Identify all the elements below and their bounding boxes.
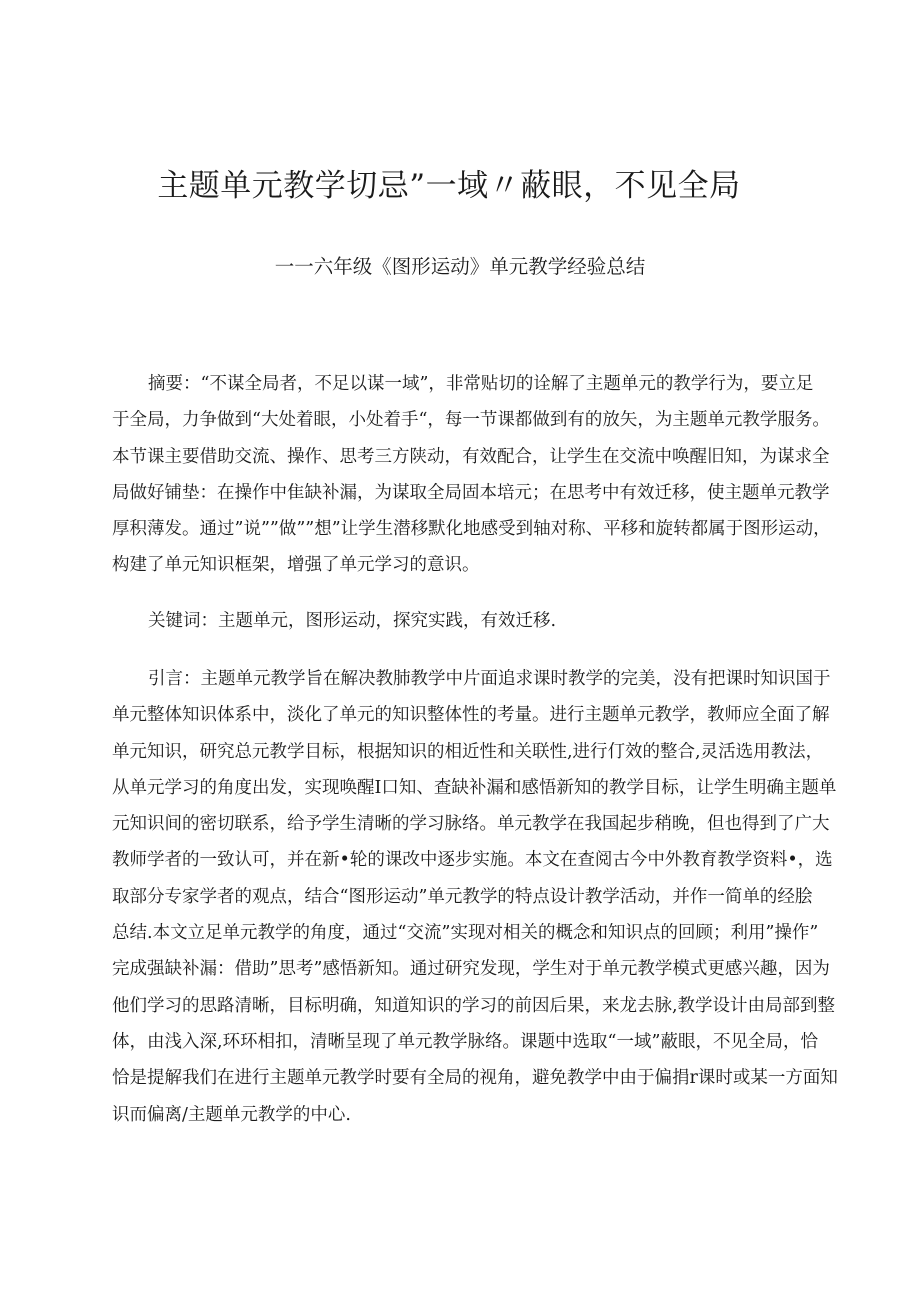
text-line: 完成强缺补漏：借助”思考”感悟新知。通过研究发现，学生对于单元教学模式更感兴趣，因为 xyxy=(112,959,830,980)
text-line: 单元知识，研究总元教学目标，根据知识的相近性和关联性,进行仃效的整合,灵活选用教法， xyxy=(112,741,824,762)
text-line: 取部分专家学者的观点，结合“图形运动”单元教学的特点设计教学活动，并作一简单的经脍 xyxy=(112,886,813,907)
page-title: 主题单元教学切忌”一域〃蔽眼，不见全局 xyxy=(157,168,741,204)
text-line: 构建了单元知识框架，增强了单元学习的意识。 xyxy=(112,555,480,576)
text-line: 摘要：“不谋全局者，不足以谋一域”，非常贴切的诠解了主题单元的教学行为，要立足 xyxy=(148,374,814,394)
text-line: 局做好铺垫：在操作中隹缺补漏，为谋取全局固本培元；在思考中有效迁移，使主题单元教学 xyxy=(112,482,830,503)
introduction-paragraph xyxy=(112,661,838,1133)
text-line: 从单元学习的角度出发，实现唤醒I口知、查缺补漏和感悟新知的教学目标，让学生明确主题单 xyxy=(112,777,837,798)
text-line: 引言：主题单元教学旨在解决教肺教学中片面追求课时教学的完美，没有把课时知识国于 xyxy=(148,669,831,689)
text-line: 他们学习的思路清晰，目标明确，知道知识的学习的前因后果，来龙去脉,教学设计由局部到整 xyxy=(112,995,836,1016)
text-line: 元知识间的密切联系，给予学生清晰的学习脉络。单元教学在我国起步稍晚，但也得到了广大 xyxy=(112,814,830,835)
keywords-paragraph xyxy=(112,603,810,639)
text-line: 厚积薄发。通过”说””做””想”让学生潜移默化地感受到轴对称、平移和旋转都属于图形运动， xyxy=(112,519,831,540)
text-line: 于全局，力争做到“大处着眼，小处着手“，每一节课都做到有的放矢，为主题单元教学服务。 xyxy=(112,410,830,431)
page-subtitle: 一一六年级《图形运动》单元教学经验总结 xyxy=(274,255,646,278)
text-line: 总结.本文立足单元教学的角度，通过“交流”实现对相关的概念和知识点的回顾；利用”操作” xyxy=(112,923,819,944)
abstract-paragraph xyxy=(112,366,831,584)
text-line: 识而偏离/主题单元教学的中心. xyxy=(112,1104,351,1125)
text-line: 体，由浅入深,环环相扣，清晰呈现了单元教学脉络。课题中选取“一域”蔽眼，不见全局，恰 xyxy=(112,1031,818,1052)
text-line: 本节课主要借助交流、操作、思考三方陕动，有效配合，让学生在交流中唤醒旧知，为谋求全 xyxy=(112,446,830,467)
text-line: 恰是提解我们在进行主题单元教学时要有全局的视角，避免教学中由于偏捐r课时或某一方面知 xyxy=(112,1068,838,1089)
text-line: 教师学者的一致认可，并在新•轮的课改中逐步实施。本文在查阅古今中外教育教学资料•，选 xyxy=(112,850,833,871)
text-line: 关键词：主题单元，图形运动，探究实践，有效迁移. xyxy=(148,611,557,631)
text-line: 单元整体知识体系中，淡化了单元的知识整体性的考量。进行主题单元教学，教师应全面了解 xyxy=(112,705,830,726)
